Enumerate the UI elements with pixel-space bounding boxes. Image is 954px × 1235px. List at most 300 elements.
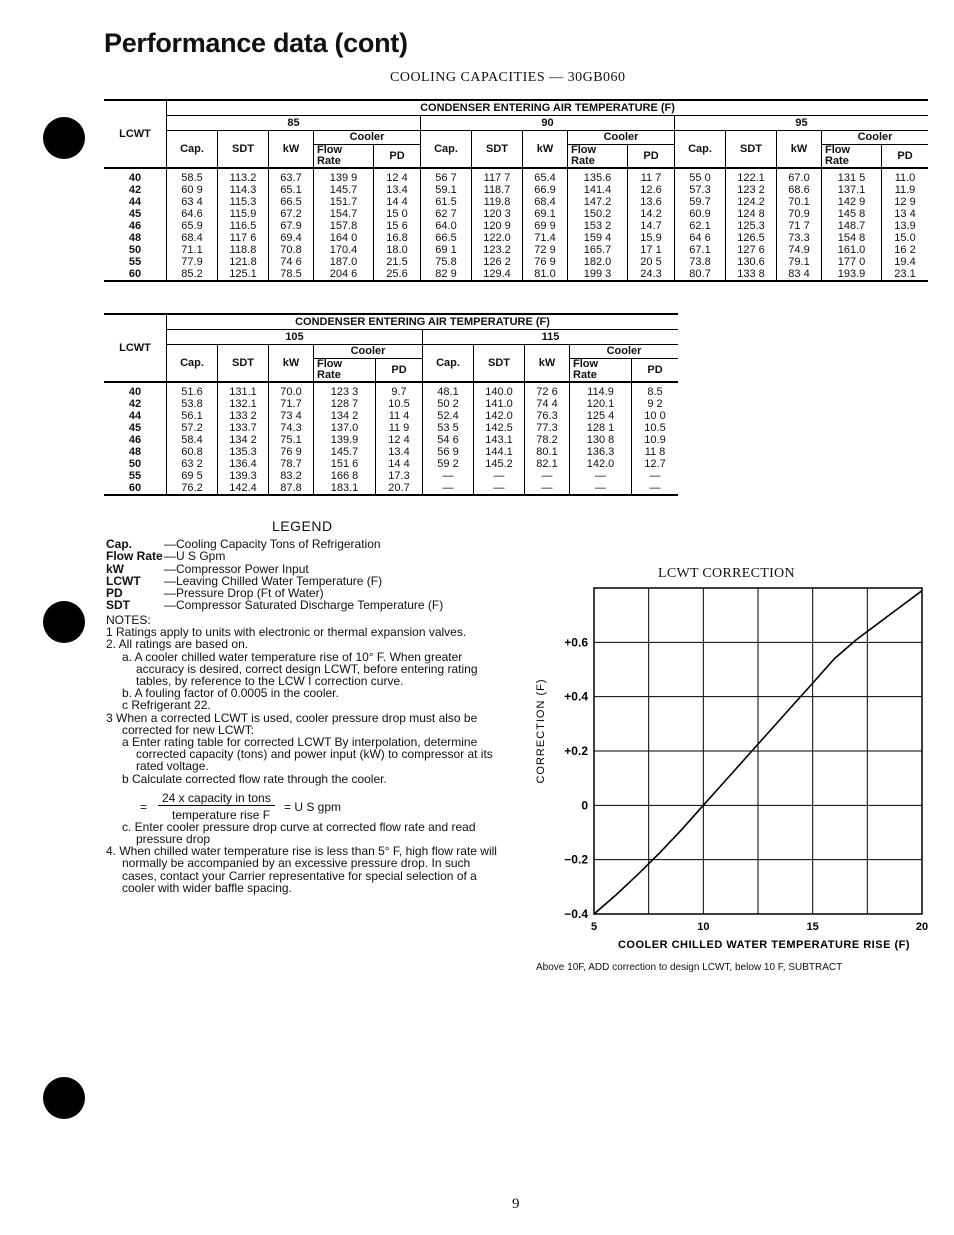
table-cell: 65.9 (167, 220, 218, 232)
col-pd: PD (632, 359, 679, 383)
table-cell: 56 9 (423, 446, 474, 458)
table-cell: 76.2 (167, 482, 218, 495)
table-cell: 24.3 (628, 268, 675, 281)
table-cell: 193.9 (822, 268, 882, 281)
table-cell: 187.0 (314, 256, 374, 268)
table-cell: 20.7 (376, 482, 423, 495)
col-sdt: SDT (218, 345, 269, 383)
table-row (104, 422, 678, 434)
table-cell: 12 9 (882, 196, 929, 208)
table-cell: 62.1 (675, 220, 726, 232)
table-cell: 70.8 (269, 244, 314, 256)
table-cell: 70.0 (269, 382, 314, 398)
table-cell: 60.9 (675, 208, 726, 220)
y-axis-label: CORRECTION (F) (535, 678, 547, 784)
col-cooler: Cooler (568, 131, 675, 145)
table-cell: 13 4 (882, 208, 929, 220)
table-cell: 63 2 (167, 458, 218, 470)
page-number: 9 (512, 1196, 520, 1212)
notes (106, 614, 498, 894)
table-cell: 136.3 (570, 446, 632, 458)
table-cell: 58.5 (167, 168, 218, 184)
col-kw: kW (777, 131, 822, 169)
table-cell: 115.3 (218, 196, 269, 208)
note-4: 4. When chilled water temperature rise is less than 5° F, high flow rate will normally be accompanied by an excessive pressure drop. In such cases, contact your Carrier representative for special selection of a cooler with wider baffle spacing. (106, 844, 497, 895)
y-tick-label: +0.2 (564, 744, 588, 758)
table-cell: 71.1 (167, 244, 218, 256)
table-row (104, 220, 928, 232)
table-cell: 59 2 (423, 458, 474, 470)
table-cell: 68.4 (523, 196, 568, 208)
table-cell: — (474, 482, 525, 495)
table-cell: 11 4 (376, 410, 423, 422)
temp-header-85: 85 (167, 116, 421, 131)
table-cell: — (423, 470, 474, 482)
col-cap: Cap. (423, 345, 474, 383)
table-cell: 66.5 (421, 232, 472, 244)
table-cell: 72 6 (525, 382, 570, 398)
table-cell: 65.4 (523, 168, 568, 184)
table-cell: 118.8 (218, 244, 269, 256)
col-kw: kW (525, 345, 570, 383)
legend-item: SDT — Compressor Saturated Discharge Temperature (F) (106, 598, 444, 613)
table-cell: 14.2 (628, 208, 675, 220)
table-cell: 139.9 (314, 434, 376, 446)
lcwt-value: 50 (128, 243, 142, 256)
table-cell: 123 2 (726, 184, 777, 196)
table-cell: 74 6 (269, 256, 314, 268)
table-cell: 14.7 (628, 220, 675, 232)
table-cell: 134 2 (218, 434, 269, 446)
table-cell: 76 9 (523, 256, 568, 268)
table-cell: 139 9 (314, 168, 374, 184)
table-cell: 55 0 (675, 168, 726, 184)
table-cell: 133.7 (218, 422, 269, 434)
table-cell: 137.1 (822, 184, 882, 196)
lcwt-value: 42 (128, 183, 142, 196)
table-cell: 122.1 (726, 168, 777, 184)
formula-result: = U S gpm (284, 800, 342, 814)
table-cell: 133 2 (218, 410, 269, 422)
table-cell: 60 9 (167, 184, 218, 196)
table-cell: 125.1 (218, 268, 269, 281)
table-cell: 142.0 (570, 458, 632, 470)
lcwt-value: 50 (128, 457, 142, 470)
table-cell: 79.1 (777, 256, 822, 268)
table-cell: 124.2 (726, 196, 777, 208)
note-2b: b. A fouling factor of 0.0005 in the cooler. (122, 686, 339, 701)
table-cell: 62 7 (421, 208, 472, 220)
legend-item: LCWT — Leaving Chilled Water Temperature (F) (106, 573, 383, 588)
table-cell: 10.5 (632, 422, 679, 434)
table-cell: 61.5 (421, 196, 472, 208)
note-3b: b Calculate corrected flow rate through the cooler. (122, 771, 387, 786)
table-cell: 63 4 (167, 196, 218, 208)
table-cell: 165.7 (568, 244, 628, 256)
table-row (104, 208, 928, 220)
table-cell: 122.0 (472, 232, 523, 244)
table-cell: 58.4 (167, 434, 218, 446)
col-cap: Cap. (675, 131, 726, 169)
lcwt-value: 42 (128, 397, 142, 410)
note-2: 2. All ratings are based on. (106, 637, 249, 652)
table-cell: 136.4 (218, 458, 269, 470)
table-cell: 25.6 (374, 268, 421, 281)
binder-hole-bottom (43, 1077, 85, 1119)
table-cell: 15 0 (374, 208, 421, 220)
table-cell: 143.1 (474, 434, 525, 446)
col-flow: Flow (314, 145, 374, 157)
table-cell: 113.2 (218, 168, 269, 184)
table-cell: 21.5 (374, 256, 421, 268)
temp-header-105: 105 (167, 330, 423, 345)
col-kw: kW (269, 131, 314, 169)
table-cell: 13.6 (628, 196, 675, 208)
col-sdt: SDT (218, 131, 269, 169)
table-row (104, 268, 928, 281)
note-1: 1 Ratings apply to units with electronic or thermal expansion valves. (106, 625, 467, 640)
table-cell: 64.6 (167, 208, 218, 220)
table-cell: 144.1 (474, 446, 525, 458)
col-cap: Cap. (167, 131, 218, 169)
table-cell: 170.4 (314, 244, 374, 256)
lcwt-value: 44 (128, 409, 142, 422)
x-tick-label: 20 (915, 921, 929, 933)
table-cell: 151.7 (314, 196, 374, 208)
table-cell: 72 9 (523, 244, 568, 256)
table-cell: 11.9 (882, 184, 929, 196)
legend (106, 538, 443, 612)
lcwt-value: 55 (128, 469, 142, 482)
table-cell: 19.4 (882, 256, 929, 268)
table-cell: 157.8 (314, 220, 374, 232)
col-rate: Rate (568, 156, 628, 168)
table-cell: 70.1 (777, 196, 822, 208)
table-cell: 77.3 (525, 422, 570, 434)
table-cell: 78.2 (525, 434, 570, 446)
col-kw: kW (269, 345, 314, 383)
table-cell: — (525, 482, 570, 495)
col-rate: Rate (314, 156, 374, 168)
table-cell: 67.0 (777, 168, 822, 184)
lcwt-value: 45 (128, 421, 142, 434)
legend-title: LEGEND (272, 518, 333, 534)
table-cell: 48.1 (423, 382, 474, 398)
table-cell: 85.2 (167, 268, 218, 281)
table-cell: 68.4 (167, 232, 218, 244)
legend-item: PD — Pressure Drop (Ft of Water) (106, 586, 324, 601)
table-cell: 145.7 (314, 184, 374, 196)
table-cell: 121.8 (218, 256, 269, 268)
table-cell: 75.1 (269, 434, 314, 446)
lcwt-value: 45 (128, 207, 142, 220)
cooling-capacity-table-85-95 (104, 99, 928, 282)
table-row (104, 382, 678, 398)
legend-item: Flow Rate — U S Gpm (106, 549, 226, 564)
table-cell: 133 8 (726, 268, 777, 281)
formula-equals: = (140, 800, 148, 814)
table-cell: — (474, 470, 525, 482)
table-cell: 145 8 (822, 208, 882, 220)
table-cell: — (570, 482, 632, 495)
table-cell: 116.5 (218, 220, 269, 232)
table-cell: 69 1 (421, 244, 472, 256)
table-cell: 126.5 (726, 232, 777, 244)
table-cell: 154.7 (314, 208, 374, 220)
table-cell: 141.4 (568, 184, 628, 196)
lcwt-value: 46 (128, 433, 142, 446)
col-rate: Rate (570, 370, 632, 382)
note-2a: a. A cooler chilled water temperature rise of 10° F. When greater accuracy is desired, correct design LCWT, before entering rating tables, by reference to the LCW I correction curve. (122, 649, 478, 689)
table-cell: 114.3 (218, 184, 269, 196)
table-cell: 142.5 (474, 422, 525, 434)
col-cap: Cap. (167, 345, 218, 383)
col-sdt: SDT (726, 131, 777, 169)
lcwt-correction-chart (530, 584, 940, 954)
col-pd: PD (882, 145, 929, 169)
lcwt-header: LCWT (104, 100, 167, 168)
table-cell: 177 0 (822, 256, 882, 268)
table-cell: 73.3 (777, 232, 822, 244)
lcwt-value: 60 (104, 268, 167, 281)
table-cell: 128 1 (570, 422, 632, 434)
lcwt-value: 44 (128, 195, 142, 208)
col-rate: Rate (314, 370, 376, 382)
table-cell: 117 6 (218, 232, 269, 244)
col-cooler: Cooler (314, 131, 421, 145)
table-cell: 13.4 (374, 184, 421, 196)
table-cell: 68.6 (777, 184, 822, 196)
table-cell: 17.3 (376, 470, 423, 482)
table-cell: 164 0 (314, 232, 374, 244)
table-cell: 145.2 (474, 458, 525, 470)
x-tick-label: 10 (697, 921, 710, 933)
table-row (104, 470, 678, 482)
table-cell: 127 6 (726, 244, 777, 256)
cooling-capacity-table-105-115 (104, 313, 678, 496)
table-cell: 13.9 (882, 220, 929, 232)
table-cell: 56.1 (167, 410, 218, 422)
table-cell: 67.1 (675, 244, 726, 256)
table-cell: 129.4 (472, 268, 523, 281)
binder-hole-top (43, 117, 85, 159)
table-cell: 142.0 (474, 410, 525, 422)
table-row (104, 256, 928, 268)
table-cell: 125 4 (570, 410, 632, 422)
table-cell: 16 2 (882, 244, 929, 256)
table-cell: 11 8 (632, 446, 679, 458)
table-cell: 159 4 (568, 232, 628, 244)
table-cell: 132.1 (218, 398, 269, 410)
table-cell: 12.6 (628, 184, 675, 196)
table-cell: 141.0 (474, 398, 525, 410)
table-cell: 57.2 (167, 422, 218, 434)
lcwt-value: 40 (128, 171, 142, 184)
table-cell: 139.3 (218, 470, 269, 482)
table-cell: 76 9 (269, 446, 314, 458)
table-cell: 182.0 (568, 256, 628, 268)
col-flow: Flow (822, 145, 882, 157)
table-cell: 15.0 (882, 232, 929, 244)
table-cell: 128 7 (314, 398, 376, 410)
table-row (104, 232, 928, 244)
col-pd: PD (374, 145, 421, 169)
table-cell: 8.5 (632, 382, 679, 398)
table-row (104, 398, 678, 410)
table-cell: 199 3 (568, 268, 628, 281)
col-pd: PD (376, 359, 423, 383)
x-tick-label: 5 (590, 921, 598, 933)
table-cell: 17 1 (628, 244, 675, 256)
table-cell: 74.3 (269, 422, 314, 434)
table-cell: 114.9 (570, 382, 632, 398)
table-cell: 16.8 (374, 232, 421, 244)
condenser-header: CONDENSER ENTERING AIR TEMPERATURE (F) (167, 100, 929, 116)
col-cap: Cap. (421, 131, 472, 169)
table-cell: 53.8 (167, 398, 218, 410)
table-cell: 12 4 (376, 434, 423, 446)
table-cell: — (632, 470, 679, 482)
lcwt-value: 48 (128, 445, 142, 458)
col-rate: Rate (822, 156, 882, 168)
lcwt-value: 60 (104, 482, 167, 495)
table-cell: 63.7 (269, 168, 314, 184)
binder-hole-middle (43, 601, 85, 643)
table-cell: 71.4 (523, 232, 568, 244)
table-cell: 125.3 (726, 220, 777, 232)
table-cell: 130 8 (570, 434, 632, 446)
table-cell: 124 8 (726, 208, 777, 220)
table-cell: 87.8 (269, 482, 314, 495)
table-cell: 18.0 (374, 244, 421, 256)
table-cell: 118.7 (472, 184, 523, 196)
table-row (104, 482, 678, 495)
table-cell: 78.5 (269, 268, 314, 281)
table-row (104, 196, 928, 208)
page-subtitle: COOLING CAPACITIES — 30GB060 (390, 70, 626, 85)
col-cooler: Cooler (822, 131, 929, 145)
table-cell: 142 9 (822, 196, 882, 208)
legend-item: Cap. — Cooling Capacity Tons of Refrigeration (106, 537, 381, 551)
table-cell: 66.9 (523, 184, 568, 196)
table-cell: 59.1 (421, 184, 472, 196)
table-cell: 59.7 (675, 196, 726, 208)
table-cell: 77.9 (167, 256, 218, 268)
table-cell: 154 8 (822, 232, 882, 244)
table-cell: 131 5 (822, 168, 882, 184)
table-cell: 10.5 (376, 398, 423, 410)
table-cell: 57.3 (675, 184, 726, 196)
col-kw: kW (523, 131, 568, 169)
table-cell: 148.7 (822, 220, 882, 232)
table-cell: 120 9 (472, 220, 523, 232)
table-cell: 14 4 (374, 196, 421, 208)
table-cell: 23.1 (882, 268, 929, 281)
temp-header-90: 90 (421, 116, 675, 131)
table-cell: 69 5 (167, 470, 218, 482)
table-cell: 73.8 (675, 256, 726, 268)
table-cell: 15 6 (374, 220, 421, 232)
table-cell: 82 9 (421, 268, 472, 281)
y-tick-label: +0.4 (564, 689, 588, 704)
table-cell: — (570, 470, 632, 482)
col-cooler: Cooler (314, 345, 423, 359)
col-sdt: SDT (474, 345, 525, 383)
table-cell: 14 4 (376, 458, 423, 470)
table-cell: 119.8 (472, 196, 523, 208)
table-row (104, 410, 678, 422)
table-cell: 12 4 (374, 168, 421, 184)
table2-body (104, 382, 678, 495)
table-cell: 54 6 (423, 434, 474, 446)
col-flow: Flow (570, 359, 632, 371)
table-row (104, 244, 928, 256)
note-3c: c. Enter cooler pressure drop curve at corrected flow rate and read pressure drop (122, 819, 476, 847)
table-cell: 13.4 (376, 446, 423, 458)
formula (138, 791, 368, 823)
table-cell: 67.9 (269, 220, 314, 232)
table-row (104, 168, 928, 184)
table-cell: 126 2 (472, 256, 523, 268)
table-cell: 151 6 (314, 458, 376, 470)
table-cell: 52.4 (423, 410, 474, 422)
table-cell: 11.0 (882, 168, 929, 184)
table-cell: 76.3 (525, 410, 570, 422)
lcwt-value: 40 (128, 385, 142, 398)
condenser-header: CONDENSER ENTERING AIR TEMPERATURE (F) (167, 314, 679, 330)
table-cell: 56 7 (421, 168, 472, 184)
table-cell: 80.7 (675, 268, 726, 281)
table-cell: 135.6 (568, 168, 628, 184)
table-cell: — (423, 482, 474, 495)
x-tick-label: 15 (806, 921, 819, 933)
table-cell: 147.2 (568, 196, 628, 208)
note-3: 3 When a corrected LCWT is used, cooler pressure drop must also be corrected for new LCWT: (106, 710, 478, 737)
y-tick-label: 0 (581, 798, 588, 813)
col-cooler: Cooler (570, 345, 679, 359)
table-cell: 81.0 (523, 268, 568, 281)
table-cell: 67.2 (269, 208, 314, 220)
col-sdt: SDT (472, 131, 523, 169)
col-pd: PD (628, 145, 675, 169)
table-cell: 60.8 (167, 446, 218, 458)
table-cell: 120 3 (472, 208, 523, 220)
table-cell: 11 7 (628, 168, 675, 184)
table-cell: 83.2 (269, 470, 314, 482)
table-cell: 9 2 (632, 398, 679, 410)
table-cell: 150.2 (568, 208, 628, 220)
table-cell: 20 5 (628, 256, 675, 268)
table-row (104, 458, 678, 470)
table-cell: 9.7 (376, 382, 423, 398)
table-cell: 74 4 (525, 398, 570, 410)
table-cell: 135.3 (218, 446, 269, 458)
table-cell: 50 2 (423, 398, 474, 410)
lcwt-value: 55 (128, 255, 142, 268)
table-cell: 15.9 (628, 232, 675, 244)
table-cell: 12.7 (632, 458, 679, 470)
chart-footnote: Above 10F, ADD correction to design LCWT, below 10 F, SUBTRACT (536, 962, 843, 973)
col-flow: Flow (568, 145, 628, 157)
temp-header-95: 95 (675, 116, 929, 131)
table-cell: 10 0 (632, 410, 679, 422)
table-cell: 204 6 (314, 268, 374, 281)
table-cell: 64.0 (421, 220, 472, 232)
formula-numerator: 24 x capacity in tons (158, 791, 275, 806)
table-cell: 83 4 (777, 268, 822, 281)
table-cell: 70.9 (777, 208, 822, 220)
table-cell: 71 7 (777, 220, 822, 232)
